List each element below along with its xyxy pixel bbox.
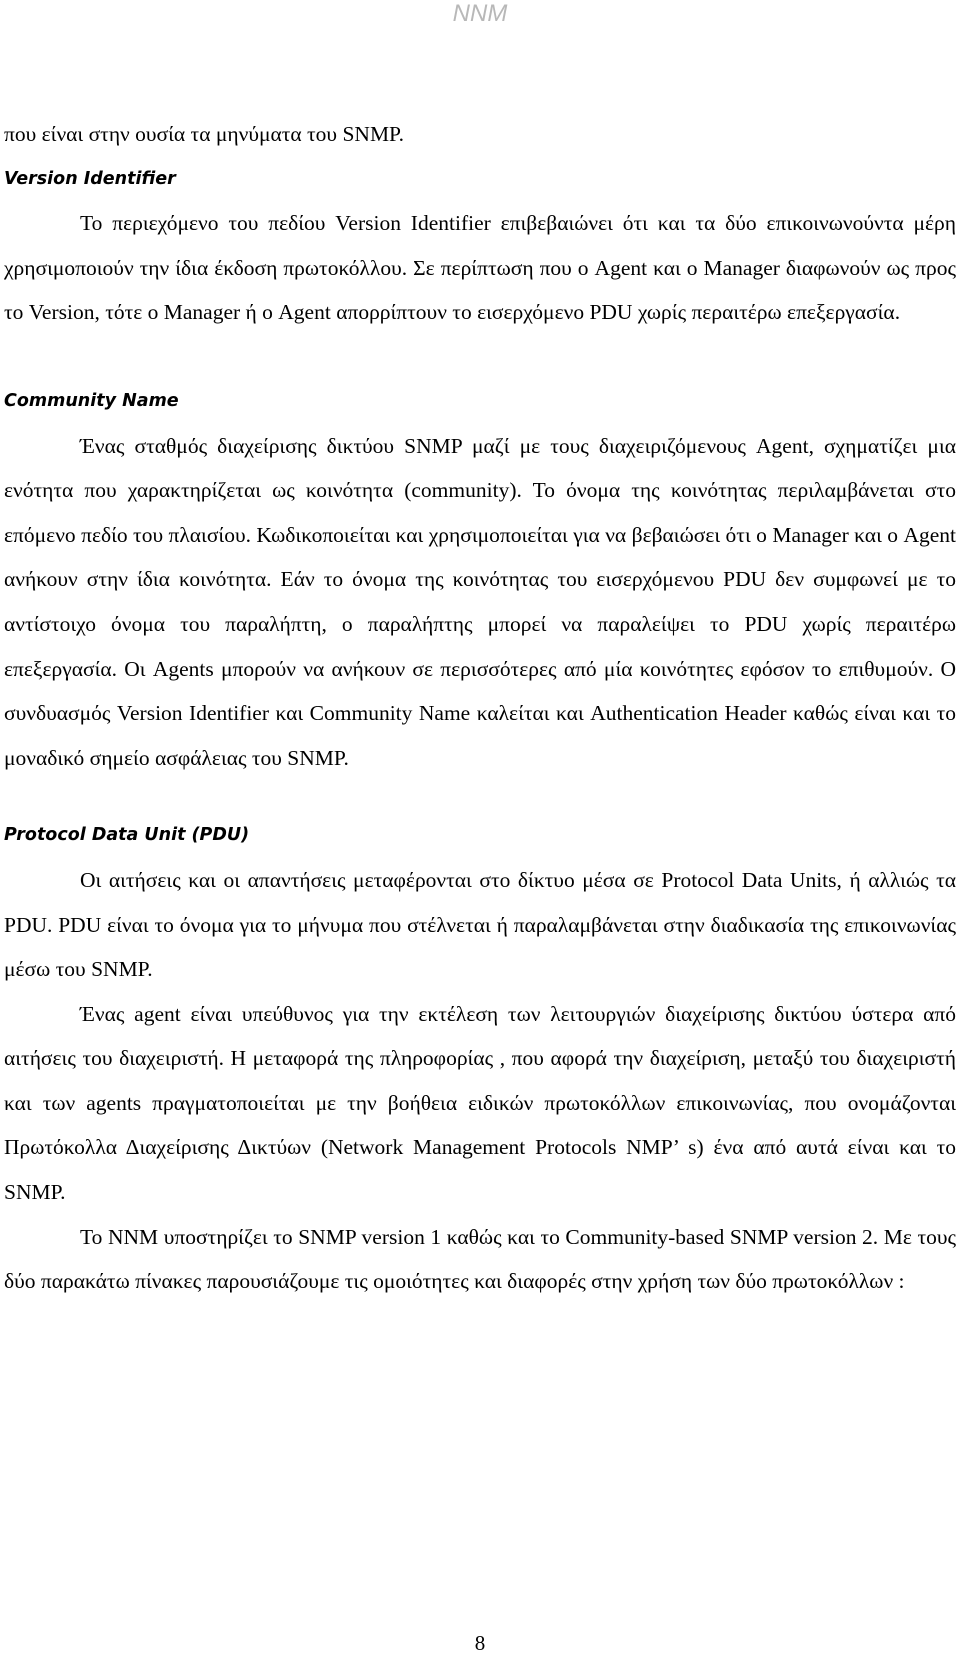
section-heading-protocol-data-unit: Protocol Data Unit (PDU): [4, 825, 250, 846]
page-number: 8: [474, 1631, 486, 1655]
community-name-paragraph: Ένας σταθμός διαχείρισης δικτύου SNMP μαζί με τους διαχειριζόμενους Agent, σχηματίζει μια ενότητα που χαρακτηρίζεται ως κοινότητα (community). Το όνομα της κοινότητας περιλαμβάνεται στο επόμενο πεδίο του πλαισίου. Κωδικοποιείται και χρησιμοποιείται για να βεβαιώσει ότι ο Manager και ο Agent ανήκουν στην ίδια κοινότητα. Εάν το όνομα της κοινότητας του εισερχόμενου PDU δεν συμφωνεί με το αντίστοιχο όνομα του παραλήπτη, ο παραλήπτης μπορεί να παραλείψει το PDU χωρίς περαιτέρω επεξεργασία. Οι Agents μπορούν να ανήκουν σε περισσότερες από μία κοινότητες εφόσον το επιθυμούν. Ο συνδυασμός Version Identifier και Community Name καλείται και Authentication Header καθώς είναι και το μοναδικό σημείο ασφάλειας του SNMP.: [4, 433, 956, 770]
running-header: NNM: [452, 0, 508, 27]
pdu-paragraph-2: Ένας agent είναι υπεύθυνος για την εκτέλεση των λειτουργιών διαχείρισης δικτύου ύστερα από αιτήσεις του διαχειριστή. Η μεταφορά της πληροφορίας , που αφορά την διαχείριση, μεταξύ του διαχειριστή και των agents πραγματοποιείται με την βοήθεια ειδικών πρωτοκόλλων επικοινωνίας, που ονομάζονται Πρωτόκολλα Διαχείρισης Δικτύων (Network Management Protocols NMP’ s) ένα από αυτά είναι και το SNMP.: [4, 1001, 956, 1205]
section-spacer: [4, 335, 956, 379]
pdu-paragraph-1: Οι αιτήσεις και οι απαντήσεις μεταφέρονται στο δίκτυο μέσα σε Protocol Data Units, ή αλλιώς τα PDU. PDU είναι το όνομα για το μήνυμα που στέλνεται ή παραλαμβάνεται στην διαδικασία της επικοινωνίας μέσω του SNMP.: [4, 867, 956, 982]
pdu-paragraph-3: Το NNM υποστηρίζει το SNMP version 1 καθώς και το Community-based SNMP version 2. Με τους δύο παρακάτω πίνακες παρουσιάζουμε τις ομοιότητες και διαφορές στην χρήση των δύο πρωτοκόλλων :: [4, 1224, 956, 1294]
section-spacer: [4, 780, 956, 813]
section-heading-community-name: Community Name: [4, 390, 179, 411]
section-heading-version-identifier: Version Identifier: [4, 168, 176, 189]
document-body: [4, 112, 956, 1304]
version-identifier-paragraph: Το περιεχόμενο του πεδίου Version Identifier επιβεβαιώνει ότι και τα δύο επικοινωνούντα μέρη χρησιμοποιούν την ίδια έκδοση πρωτοκόλλου. Σε περίπτωση που ο Agent και ο Manager διαφωνούν ως προς το Version, τότε ο Manager ή ο Agent απορρίπτουν το εισερχόμενο PDU χωρίς περαιτέρω επεξεργασία.: [4, 211, 956, 325]
intro-line: που είναι στην ουσία τα μηνύματα του SNMP.: [4, 122, 405, 146]
